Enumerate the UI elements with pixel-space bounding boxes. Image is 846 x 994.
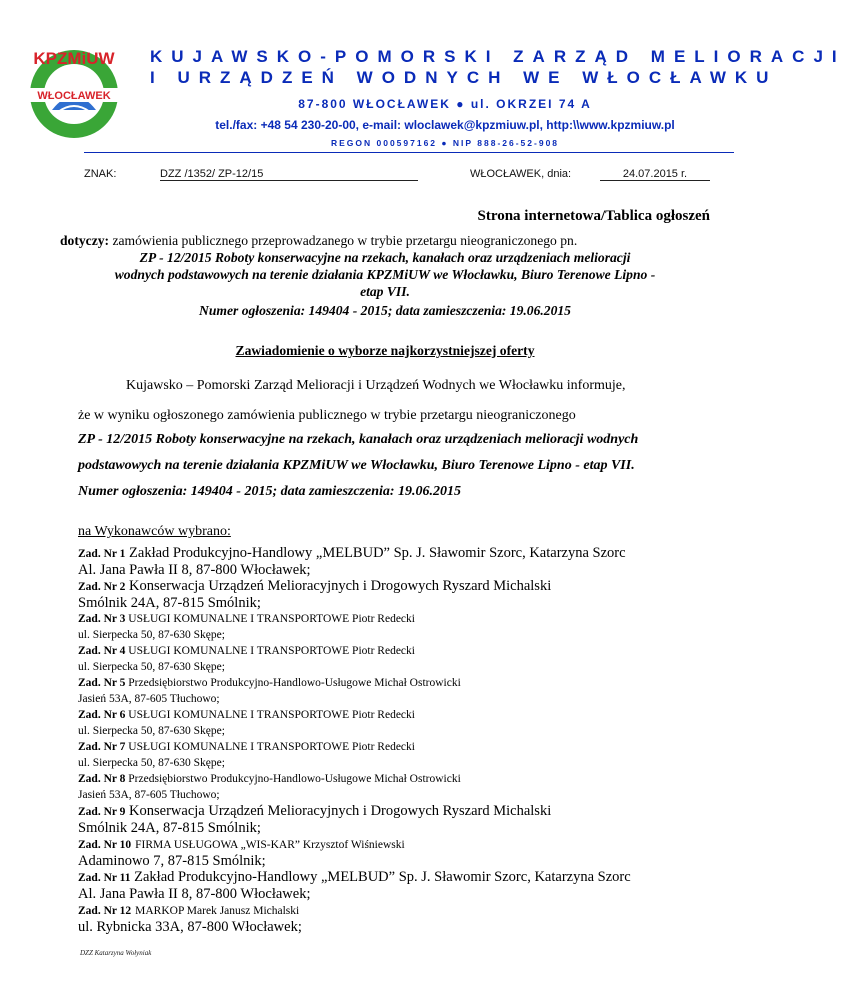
list-item: Zad. Nr 3 USŁUGI KOMUNALNE I TRANSPORTOWE Piotr Redecki ul. Sierpecka 50, 87-630 Skępe; <box>78 613 415 641</box>
regarding-line4: etap VII. <box>360 284 410 299</box>
body-paragraph-5: Numer ogłoszenia: 149404 - 2015; data zamieszczenia: 19.06.2015 <box>78 484 462 499</box>
org-name-line2: I URZĄDZEŃ WODNYCH WE WŁOCŁAWKU <box>150 68 778 87</box>
kpzmiuw-logo <box>22 42 126 142</box>
list-item: Zad. Nr 7 USŁUGI KOMUNALNE I TRANSPORTOWE Piotr Redecki ul. Sierpecka 50, 87-630 Skępe; <box>78 741 415 769</box>
znak-label: ZNAK: <box>84 168 117 180</box>
header-divider <box>84 152 734 153</box>
org-contact: tel./fax: +48 54 230-20-00, e-mail: wloclawek@kpzmiuw.pl, http:\\www.kpzmiuw.pl <box>215 118 675 132</box>
regarding-line3: wodnych podstawowych na terenie działania KPZMiUW we Włocławku, Biuro Terenowe Lipno - <box>114 267 656 282</box>
footer-author: DZZ Katarzyna Wołyniak <box>80 949 152 957</box>
list-item: Zad. Nr 10 FIRMA USŁUGOWA „WIS-KAR” Krzysztof Wiśniewski Adaminowo 7, 87-815 Smólnik; <box>78 839 405 869</box>
regarding-block <box>60 232 710 300</box>
regarding-text: zamówienia publicznego przeprowadzanego w trybie przetargu nieograniczonego pn. <box>112 233 578 248</box>
logo-text-bottom: WŁOCŁAWEK <box>37 90 111 102</box>
logo-text-top: KPZMiUW <box>33 49 115 68</box>
body-paragraph-4: podstawowych na terenie działania KPZMiUW we Włocławku, Biuro Terenowe Lipno - etap VII. <box>78 458 635 473</box>
list-item: Zad. Nr 5 Przedsiębiorstwo Produkcyjno-Handlowo-Usługowe Michał Ostrowicki Jasień 53A, 87-605 Tłuchowo; <box>78 677 461 705</box>
org-regon-nip: REGON 000597162 ● NIP 888-26-52-908 <box>330 138 560 148</box>
city-label: WŁOCŁAWEK, dnia: <box>470 168 572 180</box>
notice-title: Zawiadomienie o wyborze najkorzystniejszej oferty <box>235 343 535 358</box>
contractor-list <box>78 545 728 935</box>
regarding-label: dotyczy: <box>60 233 110 248</box>
body-paragraph-3: ZP - 12/2015 Roboty konserwacyjne na rzekach, kanałach oraz urządzeniach melioracji wodnych <box>78 432 639 447</box>
org-address: 87-800 WŁOCŁAWEK ● ul. OKRZEI 74 A <box>298 97 592 111</box>
body-paragraph-1: Kujawsko – Pomorski Zarząd Melioracji i Urządzeń Wodnych we Włocławku informuje, <box>126 378 626 393</box>
list-item: Zad. Nr 9 Konserwacja Urządzeń Melioracyjnych i Drogowych Ryszard Michalski Smólnik 24A, 87-815 Smólnik; <box>78 803 552 836</box>
list-item: Zad. Nr 8 Przedsiębiorstwo Produkcyjno-Handlowo-Usługowe Michał Ostrowicki Jasień 53A, 87-605 Tłuchowo; <box>78 773 461 801</box>
regarding-line2: ZP - 12/2015 Roboty konserwacyjne na rzekach, kanałach oraz urządzeniach melioracji <box>139 250 631 265</box>
body-paragraph-2: że w wyniku ogłoszonego zamówienia publicznego w trybie przetargu nieograniczonego <box>78 408 576 423</box>
list-item: Zad. Nr 4 USŁUGI KOMUNALNE I TRANSPORTOWE Piotr Redecki ul. Sierpecka 50, 87-630 Skępe; <box>78 645 415 673</box>
announcement-number: Numer ogłoszenia: 149404 - 2015; data zamieszczenia: 19.06.2015 <box>199 303 571 318</box>
org-name-line1: KUJAWSKO-POMORSKI ZARZĄD MELIORACJI <box>150 47 846 66</box>
list-item: Zad. Nr 6 USŁUGI KOMUNALNE I TRANSPORTOWE Piotr Redecki ul. Sierpecka 50, 87-630 Skępe; <box>78 709 415 737</box>
chosen-label: na Wykonawców wybrano: <box>78 524 231 539</box>
page-heading: Strona internetowa/Tablica ogłoszeń <box>477 208 710 224</box>
znak-value: DZZ /1352/ ZP-12/15 <box>160 168 418 181</box>
document-date: 24.07.2015 r. <box>600 168 710 181</box>
list-item: Zad. Nr 2 Konserwacja Urządzeń Melioracyjnych i Drogowych Ryszard Michalski Smólnik 24A, 87-815 Smólnik; <box>78 578 552 611</box>
list-item: Zad. Nr 11 Zakład Produkcyjno-Handlowy „MELBUD” Sp. J. Sławomir Szorc, Katarzyna Szorc Al. Jana Pawła II 8, 87-800 Włocławek; <box>78 869 631 902</box>
list-item: Zad. Nr 1 Zakład Produkcyjno-Handlowy „MELBUD” Sp. J. Sławomir Szorc, Katarzyna Szorc Al. Jana Pawła II 8, 87-800 Włocławek; <box>78 545 626 578</box>
list-item: Zad. Nr 12 MARKOP Marek Janusz Michalski ul. Rybnicka 33A, 87-800 Włocławek; <box>78 905 302 935</box>
